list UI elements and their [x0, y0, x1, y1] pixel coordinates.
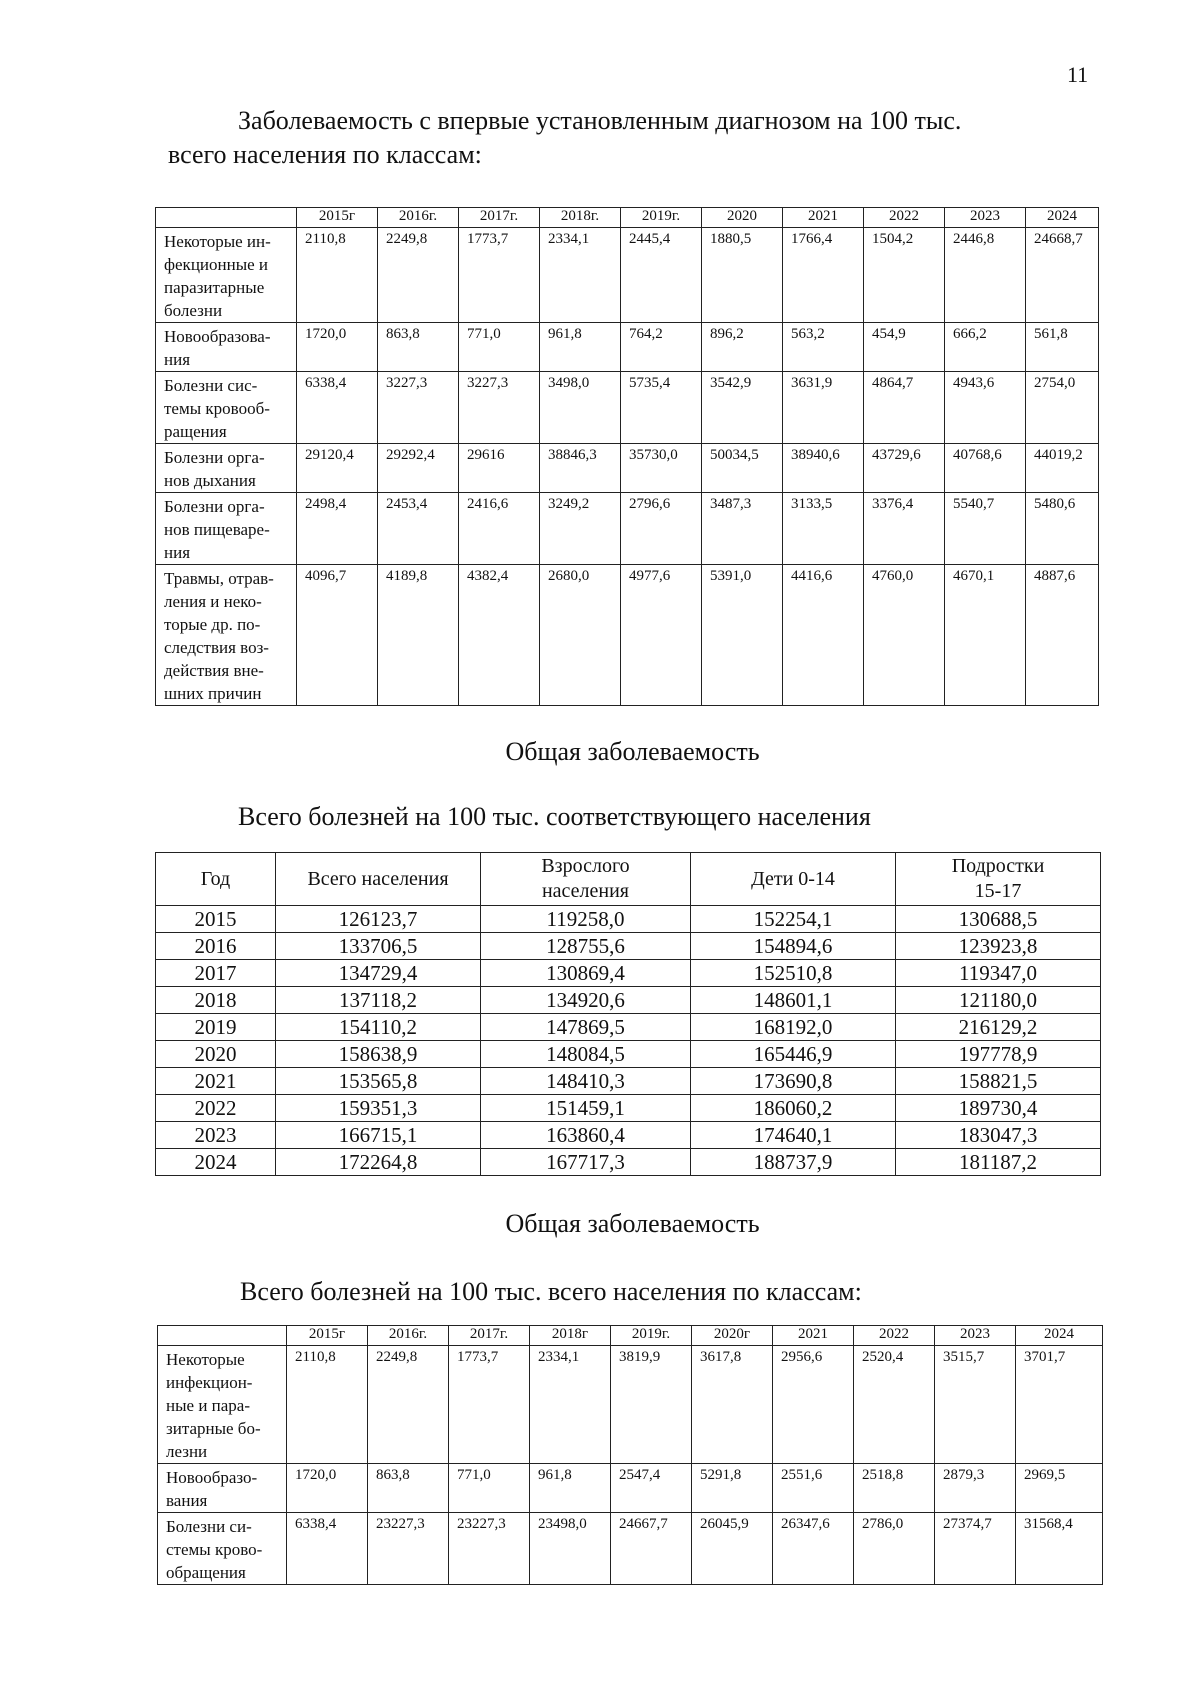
table-cell: 666,2 — [945, 323, 1026, 372]
table-cell: 38846,3 — [540, 444, 621, 493]
total-morbidity-by-class-table — [157, 1325, 1103, 1585]
table-row — [158, 1346, 1103, 1464]
table-cell: 2498,4 — [297, 493, 378, 565]
table-cell: 4943,6 — [945, 372, 1026, 444]
table-cell: 1720,0 — [287, 1464, 368, 1513]
table-cell: 2680,0 — [540, 565, 621, 706]
column-header: Год — [156, 853, 276, 906]
table-cell: 26045,9 — [692, 1513, 773, 1585]
table-cell: 163860,4 — [481, 1122, 691, 1149]
table-cell: 3133,5 — [783, 493, 864, 565]
column-header: 2017г. — [459, 208, 540, 228]
table-cell: 44019,2 — [1026, 444, 1099, 493]
table-cell: 771,0 — [449, 1464, 530, 1513]
section2-subtitle: Всего болезней на 100 тыс. соответствующего населения — [238, 802, 871, 831]
table-cell: 181187,2 — [896, 1149, 1101, 1176]
table-cell: 153565,8 — [276, 1068, 481, 1095]
column-header: 2015г — [287, 1326, 368, 1346]
table-cell: 4416,6 — [783, 565, 864, 706]
table-cell: 148601,1 — [691, 987, 896, 1014]
table-cell: 771,0 — [459, 323, 540, 372]
table-cell: 2445,4 — [621, 228, 702, 323]
table-cell: 1766,4 — [783, 228, 864, 323]
year-cell: 2017 — [156, 960, 276, 987]
table-cell: 173690,8 — [691, 1068, 896, 1095]
table-cell: 148410,3 — [481, 1068, 691, 1095]
table-cell: 1504,2 — [864, 228, 945, 323]
table-cell: 119347,0 — [896, 960, 1101, 987]
table-cell: 2334,1 — [530, 1346, 611, 1464]
total-morbidity-table — [155, 852, 1101, 1176]
table-row — [156, 444, 1099, 493]
table-cell: 186060,2 — [691, 1095, 896, 1122]
row-label: Новообразова- ния — [156, 323, 297, 372]
table-row — [156, 1122, 1101, 1149]
table-cell: 2956,6 — [773, 1346, 854, 1464]
table-cell: 863,8 — [368, 1464, 449, 1513]
table-cell: 119258,0 — [481, 906, 691, 933]
table-cell: 2547,4 — [611, 1464, 692, 1513]
table-cell: 137118,2 — [276, 987, 481, 1014]
table-cell: 159351,3 — [276, 1095, 481, 1122]
table-cell: 4096,7 — [297, 565, 378, 706]
column-header: 2018г — [530, 1326, 611, 1346]
column-header: Подростки 15-17 — [896, 853, 1101, 906]
table-cell: 29616 — [459, 444, 540, 493]
table-cell: 24667,7 — [611, 1513, 692, 1585]
table-cell: 896,2 — [702, 323, 783, 372]
table-cell: 961,8 — [540, 323, 621, 372]
table-cell: 563,2 — [783, 323, 864, 372]
table-cell: 2879,3 — [935, 1464, 1016, 1513]
table-cell: 6338,4 — [287, 1513, 368, 1585]
table-cell: 188737,9 — [691, 1149, 896, 1176]
table-cell: 6338,4 — [297, 372, 378, 444]
column-header: Взрослого населения — [481, 853, 691, 906]
table-cell: 2416,6 — [459, 493, 540, 565]
column-header: 2024 — [1016, 1326, 1103, 1346]
table-cell: 35730,0 — [621, 444, 702, 493]
year-cell: 2020 — [156, 1041, 276, 1068]
table-cell: 130869,4 — [481, 960, 691, 987]
table-cell: 5735,4 — [621, 372, 702, 444]
table-cell: 2453,4 — [378, 493, 459, 565]
table-cell: 123923,8 — [896, 933, 1101, 960]
column-header: 2023 — [945, 208, 1026, 228]
table-cell: 43729,6 — [864, 444, 945, 493]
table-cell: 133706,5 — [276, 933, 481, 960]
table-cell: 4670,1 — [945, 565, 1026, 706]
table-row — [158, 1513, 1103, 1585]
column-header: 2015г — [297, 208, 378, 228]
table-cell: 2786,0 — [854, 1513, 935, 1585]
table-cell: 3498,0 — [540, 372, 621, 444]
table-cell: 148084,5 — [481, 1041, 691, 1068]
table-header-row — [158, 1326, 1103, 1346]
table-cell: 121180,0 — [896, 987, 1101, 1014]
table-cell: 3701,7 — [1016, 1346, 1103, 1464]
table-cell: 197778,9 — [896, 1041, 1101, 1068]
table-cell: 3376,4 — [864, 493, 945, 565]
section2-title: Общая заболеваемость — [505, 737, 760, 766]
column-header: 2018г. — [540, 208, 621, 228]
table-cell: 151459,1 — [481, 1095, 691, 1122]
table-cell: 38940,6 — [783, 444, 864, 493]
header-corner-cell — [156, 208, 297, 228]
table-cell: 3819,9 — [611, 1346, 692, 1464]
table-cell: 27374,7 — [935, 1513, 1016, 1585]
table-cell: 4760,0 — [864, 565, 945, 706]
row-label: Болезни орга- нов дыхания — [156, 444, 297, 493]
table-cell: 3631,9 — [783, 372, 864, 444]
table-cell: 216129,2 — [896, 1014, 1101, 1041]
table-cell: 40768,6 — [945, 444, 1026, 493]
table-cell: 3515,7 — [935, 1346, 1016, 1464]
table-cell: 168192,0 — [691, 1014, 896, 1041]
section1-title-line2: всего населения по классам: — [168, 140, 482, 169]
column-header: 2021 — [783, 208, 864, 228]
table-cell: 29120,4 — [297, 444, 378, 493]
table-cell: 152510,8 — [691, 960, 896, 987]
year-cell: 2024 — [156, 1149, 276, 1176]
table-cell: 4864,7 — [864, 372, 945, 444]
row-label: Некоторые инфекцион- ные и пара- зитарные бо- лезни — [158, 1346, 287, 1464]
table-cell: 2249,8 — [378, 228, 459, 323]
table-cell: 5291,8 — [692, 1464, 773, 1513]
table-header-row — [156, 853, 1101, 906]
column-header: 2022 — [864, 208, 945, 228]
table-cell: 3617,8 — [692, 1346, 773, 1464]
table-cell: 561,8 — [1026, 323, 1099, 372]
table-cell: 189730,4 — [896, 1095, 1101, 1122]
table-row — [156, 1041, 1101, 1068]
section1-title-line1: Заболеваемость с впервые установленным диагнозом на 100 тыс. — [238, 106, 962, 135]
table-cell: 1720,0 — [297, 323, 378, 372]
table-cell: 134920,6 — [481, 987, 691, 1014]
table-cell: 4887,6 — [1026, 565, 1099, 706]
table-cell: 126123,7 — [276, 906, 481, 933]
column-header: 2019г. — [621, 208, 702, 228]
row-label: Травмы, отрав- ления и неко- торые др. по- следствия воз- действия вне- шних причин — [156, 565, 297, 706]
table-row — [156, 1095, 1101, 1122]
table-cell: 3227,3 — [459, 372, 540, 444]
table-cell: 5480,6 — [1026, 493, 1099, 565]
column-header: 2021 — [773, 1326, 854, 1346]
section3-subtitle: Всего болезней на 100 тыс. всего населения по классам: — [240, 1277, 862, 1306]
column-header: 2017г. — [449, 1326, 530, 1346]
table-cell: 128755,6 — [481, 933, 691, 960]
table-cell: 174640,1 — [691, 1122, 896, 1149]
table-row — [156, 493, 1099, 565]
table-cell: 31568,4 — [1016, 1513, 1103, 1585]
table-cell: 23227,3 — [449, 1513, 530, 1585]
table-cell: 4977,6 — [621, 565, 702, 706]
table-cell: 454,9 — [864, 323, 945, 372]
table-row — [156, 228, 1099, 323]
table-cell: 183047,3 — [896, 1122, 1101, 1149]
table-row — [158, 1464, 1103, 1513]
table-cell: 2796,6 — [621, 493, 702, 565]
table-cell: 23498,0 — [530, 1513, 611, 1585]
year-cell: 2021 — [156, 1068, 276, 1095]
table-cell: 5391,0 — [702, 565, 783, 706]
table-cell: 23227,3 — [368, 1513, 449, 1585]
row-label: Некоторые ин- фекционные и паразитарные болезни — [156, 228, 297, 323]
table-row — [156, 987, 1101, 1014]
section3-title: Общая заболеваемость — [505, 1209, 760, 1238]
table-row — [156, 1149, 1101, 1176]
table-cell: 154894,6 — [691, 933, 896, 960]
table-cell: 165446,9 — [691, 1041, 896, 1068]
table-cell: 29292,4 — [378, 444, 459, 493]
table-row — [156, 906, 1101, 933]
table-cell: 154110,2 — [276, 1014, 481, 1041]
column-header: 2020 — [702, 208, 783, 228]
header-corner-cell — [158, 1326, 287, 1346]
year-cell: 2019 — [156, 1014, 276, 1041]
table-row — [156, 1014, 1101, 1041]
table-cell: 50034,5 — [702, 444, 783, 493]
table-cell: 24668,7 — [1026, 228, 1099, 323]
year-cell: 2018 — [156, 987, 276, 1014]
incidence-by-class-table — [155, 207, 1099, 706]
table-cell: 172264,8 — [276, 1149, 481, 1176]
table-cell: 5540,7 — [945, 493, 1026, 565]
table-cell: 2520,4 — [854, 1346, 935, 1464]
year-cell: 2016 — [156, 933, 276, 960]
year-cell: 2022 — [156, 1095, 276, 1122]
table-cell: 4189,8 — [378, 565, 459, 706]
table-row — [156, 933, 1101, 960]
column-header: 2016г. — [368, 1326, 449, 1346]
table-cell: 130688,5 — [896, 906, 1101, 933]
table-row — [156, 372, 1099, 444]
table-cell: 152254,1 — [691, 906, 896, 933]
table-row — [156, 323, 1099, 372]
table-cell: 863,8 — [378, 323, 459, 372]
table-cell: 167717,3 — [481, 1149, 691, 1176]
table-cell: 158638,9 — [276, 1041, 481, 1068]
column-header: Дети 0-14 — [691, 853, 896, 906]
table-cell: 2969,5 — [1016, 1464, 1103, 1513]
table-cell: 961,8 — [530, 1464, 611, 1513]
table-cell: 3542,9 — [702, 372, 783, 444]
table-cell: 2334,1 — [540, 228, 621, 323]
column-header: Всего населения — [276, 853, 481, 906]
table-cell: 4382,4 — [459, 565, 540, 706]
year-cell: 2015 — [156, 906, 276, 933]
table-cell: 2249,8 — [368, 1346, 449, 1464]
year-cell: 2023 — [156, 1122, 276, 1149]
column-header: 2016г. — [378, 208, 459, 228]
table-cell: 2110,8 — [297, 228, 378, 323]
table-cell: 26347,6 — [773, 1513, 854, 1585]
table-cell: 1773,7 — [449, 1346, 530, 1464]
table-cell: 1773,7 — [459, 228, 540, 323]
table-cell: 1880,5 — [702, 228, 783, 323]
column-header: 2022 — [854, 1326, 935, 1346]
row-label: Болезни си- стемы крово- обращения — [158, 1513, 287, 1585]
table-cell: 764,2 — [621, 323, 702, 372]
row-label: Болезни сис- темы кровооб- ращения — [156, 372, 297, 444]
row-label: Болезни орга- нов пищеваре- ния — [156, 493, 297, 565]
table-row — [156, 960, 1101, 987]
table-row — [156, 1068, 1101, 1095]
table-cell: 2110,8 — [287, 1346, 368, 1464]
table-cell: 2754,0 — [1026, 372, 1099, 444]
table-cell: 147869,5 — [481, 1014, 691, 1041]
table-cell: 2551,6 — [773, 1464, 854, 1513]
table-cell: 3249,2 — [540, 493, 621, 565]
column-header: 2020г — [692, 1326, 773, 1346]
table-cell: 2446,8 — [945, 228, 1026, 323]
section1-title — [168, 104, 962, 172]
column-header: 2023 — [935, 1326, 1016, 1346]
column-header: 2024 — [1026, 208, 1099, 228]
table-cell: 134729,4 — [276, 960, 481, 987]
table-row — [156, 565, 1099, 706]
row-label: Новообразо- вания — [158, 1464, 287, 1513]
table-header-row — [156, 208, 1099, 228]
table-cell: 3227,3 — [378, 372, 459, 444]
page-number: 11 — [1067, 62, 1089, 87]
table-cell: 2518,8 — [854, 1464, 935, 1513]
table-cell: 158821,5 — [896, 1068, 1101, 1095]
column-header: 2019г. — [611, 1326, 692, 1346]
table-cell: 3487,3 — [702, 493, 783, 565]
table-cell: 166715,1 — [276, 1122, 481, 1149]
